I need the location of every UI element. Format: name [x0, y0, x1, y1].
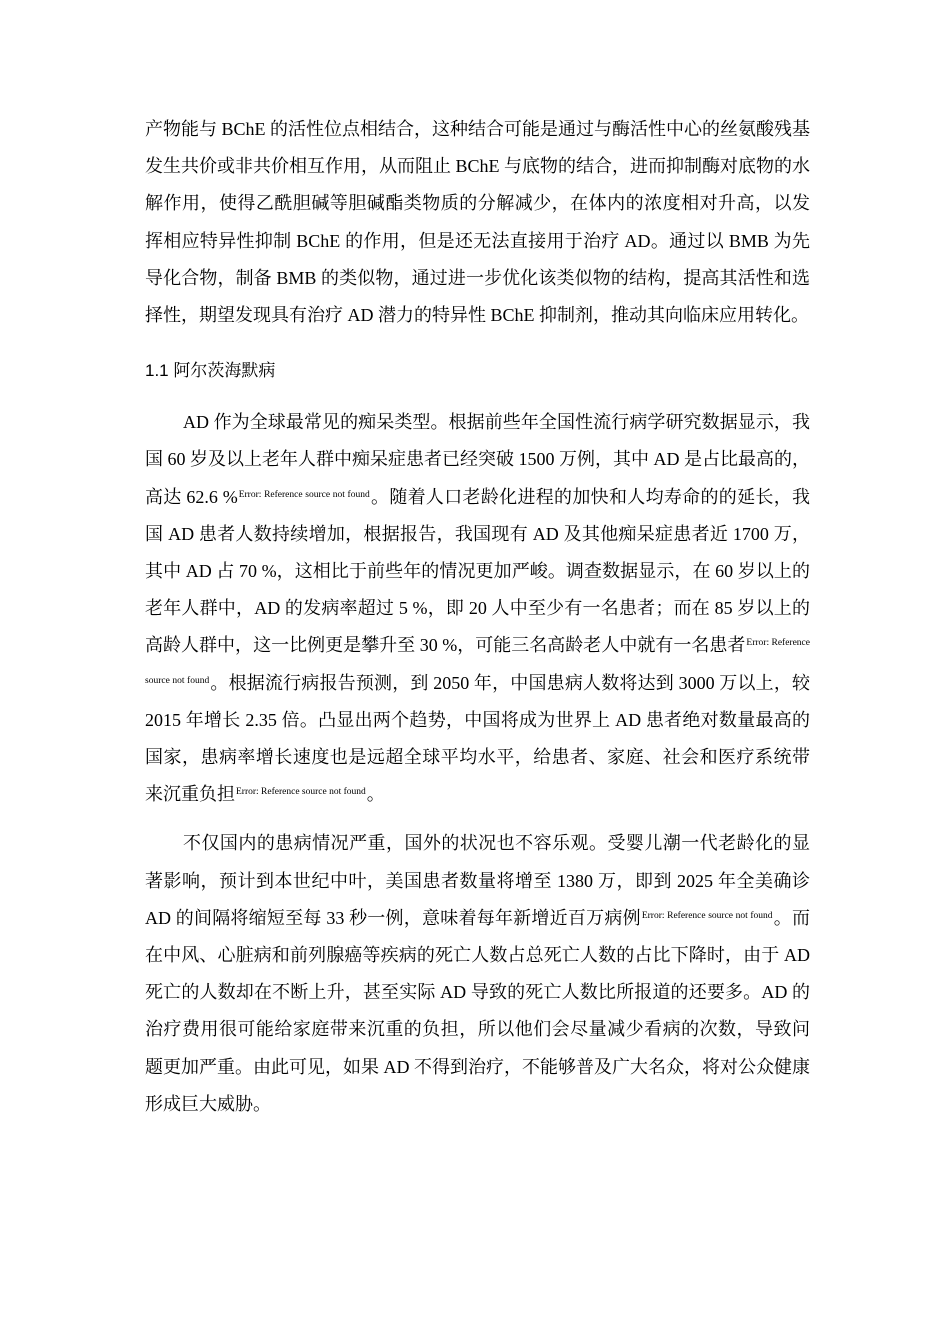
- intro-paragraph: [145, 111, 810, 334]
- paragraph-text: AD 作为全球最常见的痴呆类型。根据前些年全国性流行病学研究数据显示，我国 60 岁及以上老年人群中痴呆症患者已经突破 1500 万例，其中 AD 是占比最高的，高达 62.6 %: [145, 412, 810, 507]
- reference-error-marker: Error: Reference source not found: [641, 910, 773, 921]
- paragraph-prevalence-abroad: [145, 825, 810, 1123]
- paragraph-text: 。: [366, 784, 385, 805]
- reference-error-marker: Error: Reference source not found: [236, 787, 366, 798]
- paragraph-text: 。随着人口老龄化进程的加快和人均寿命的的延长，我国 AD 患者人数持续增加，根据报告，我国现有 AD 及其他痴呆症患者近 1700 万，其中 AD 占 70 %，这相比于前些年的情况更加严峻。调查数据显示，在 60 岁以上的老年人群中，AD 的发病率超过 5 %，即 20 人中至少有一名患者；而在 85 岁以上的高龄人群中，这一比例更是攀升至 30 %，可能三名高龄老人中就有一名患者: [145, 486, 811, 656]
- paragraph-text: 。根据流行病报告预测，到 2050 年，中国患病人数将达到 3000 万以上，较 2015 年增长 2.35 倍。凸显出两个趋势，中国将成为世界上 AD 患者绝对数量最高的国家，患病率增长速度也是远超全球平均水平，给患者、家庭、社会和医疗系统带来沉重负担: [145, 672, 810, 805]
- paragraph-text: 。而在中风、心脏病和前列腺癌等疾病的死亡人数占总死亡人数的占比下降时，由于 AD 死亡的人数却在不断上升，甚至实际 AD 导致的死亡人数比所报道的还要多。AD 的治疗费用很可能给家庭带来沉重的负担，所以他们会尽量减少看病的次数，导致问题更加严重。由此可见，如果 AD 不得到治疗，不能够普及广大名众，将对公众健康形成巨大威胁。: [145, 907, 810, 1114]
- paragraph-text: 不仅国内的患病情况严重，国外的状况也不容乐观。受婴儿潮一代老龄化的显著影响，预计到本世纪中叶，美国患者数量将增至 1380 万，即到 2025 年全美确诊 AD 的间隔将缩短至每 33 秒一例，意味着每年新增近百万病例: [145, 833, 810, 928]
- document-page: [145, 111, 810, 1123]
- section-heading: 1.1 阿尔茨海默病: [145, 361, 276, 381]
- reference-error-marker: Error: Reference source not found: [145, 638, 810, 686]
- reference-error-marker: Error: Reference source not found: [238, 489, 370, 500]
- paragraph-prevalence-china: [145, 404, 810, 813]
- intro-paragraph-text: 产物能与 BChE 的活性位点相结合，这种结合可能是通过与酶活性中心的丝氨酸残基发生共价或非共价相互作用，从而阻止 BChE 与底物的结合，进而抑制酶对底物的水解作用，使得乙酰胆碱等胆碱酯类物质的分解减少，在体内的浓度相对升高，以发挥相应特异性抑制 BChE 的作用，但是还无法直接用于治疗 AD。通过以 BMB 为先导化合物，制备 BMB 的类似物，通过进一步优化该类似物的结构，提高其活性和选择性，期望发现具有治疗 AD 潜力的特异性 BChE 抑制剂，推动其向临床应用转化。: [145, 119, 811, 326]
